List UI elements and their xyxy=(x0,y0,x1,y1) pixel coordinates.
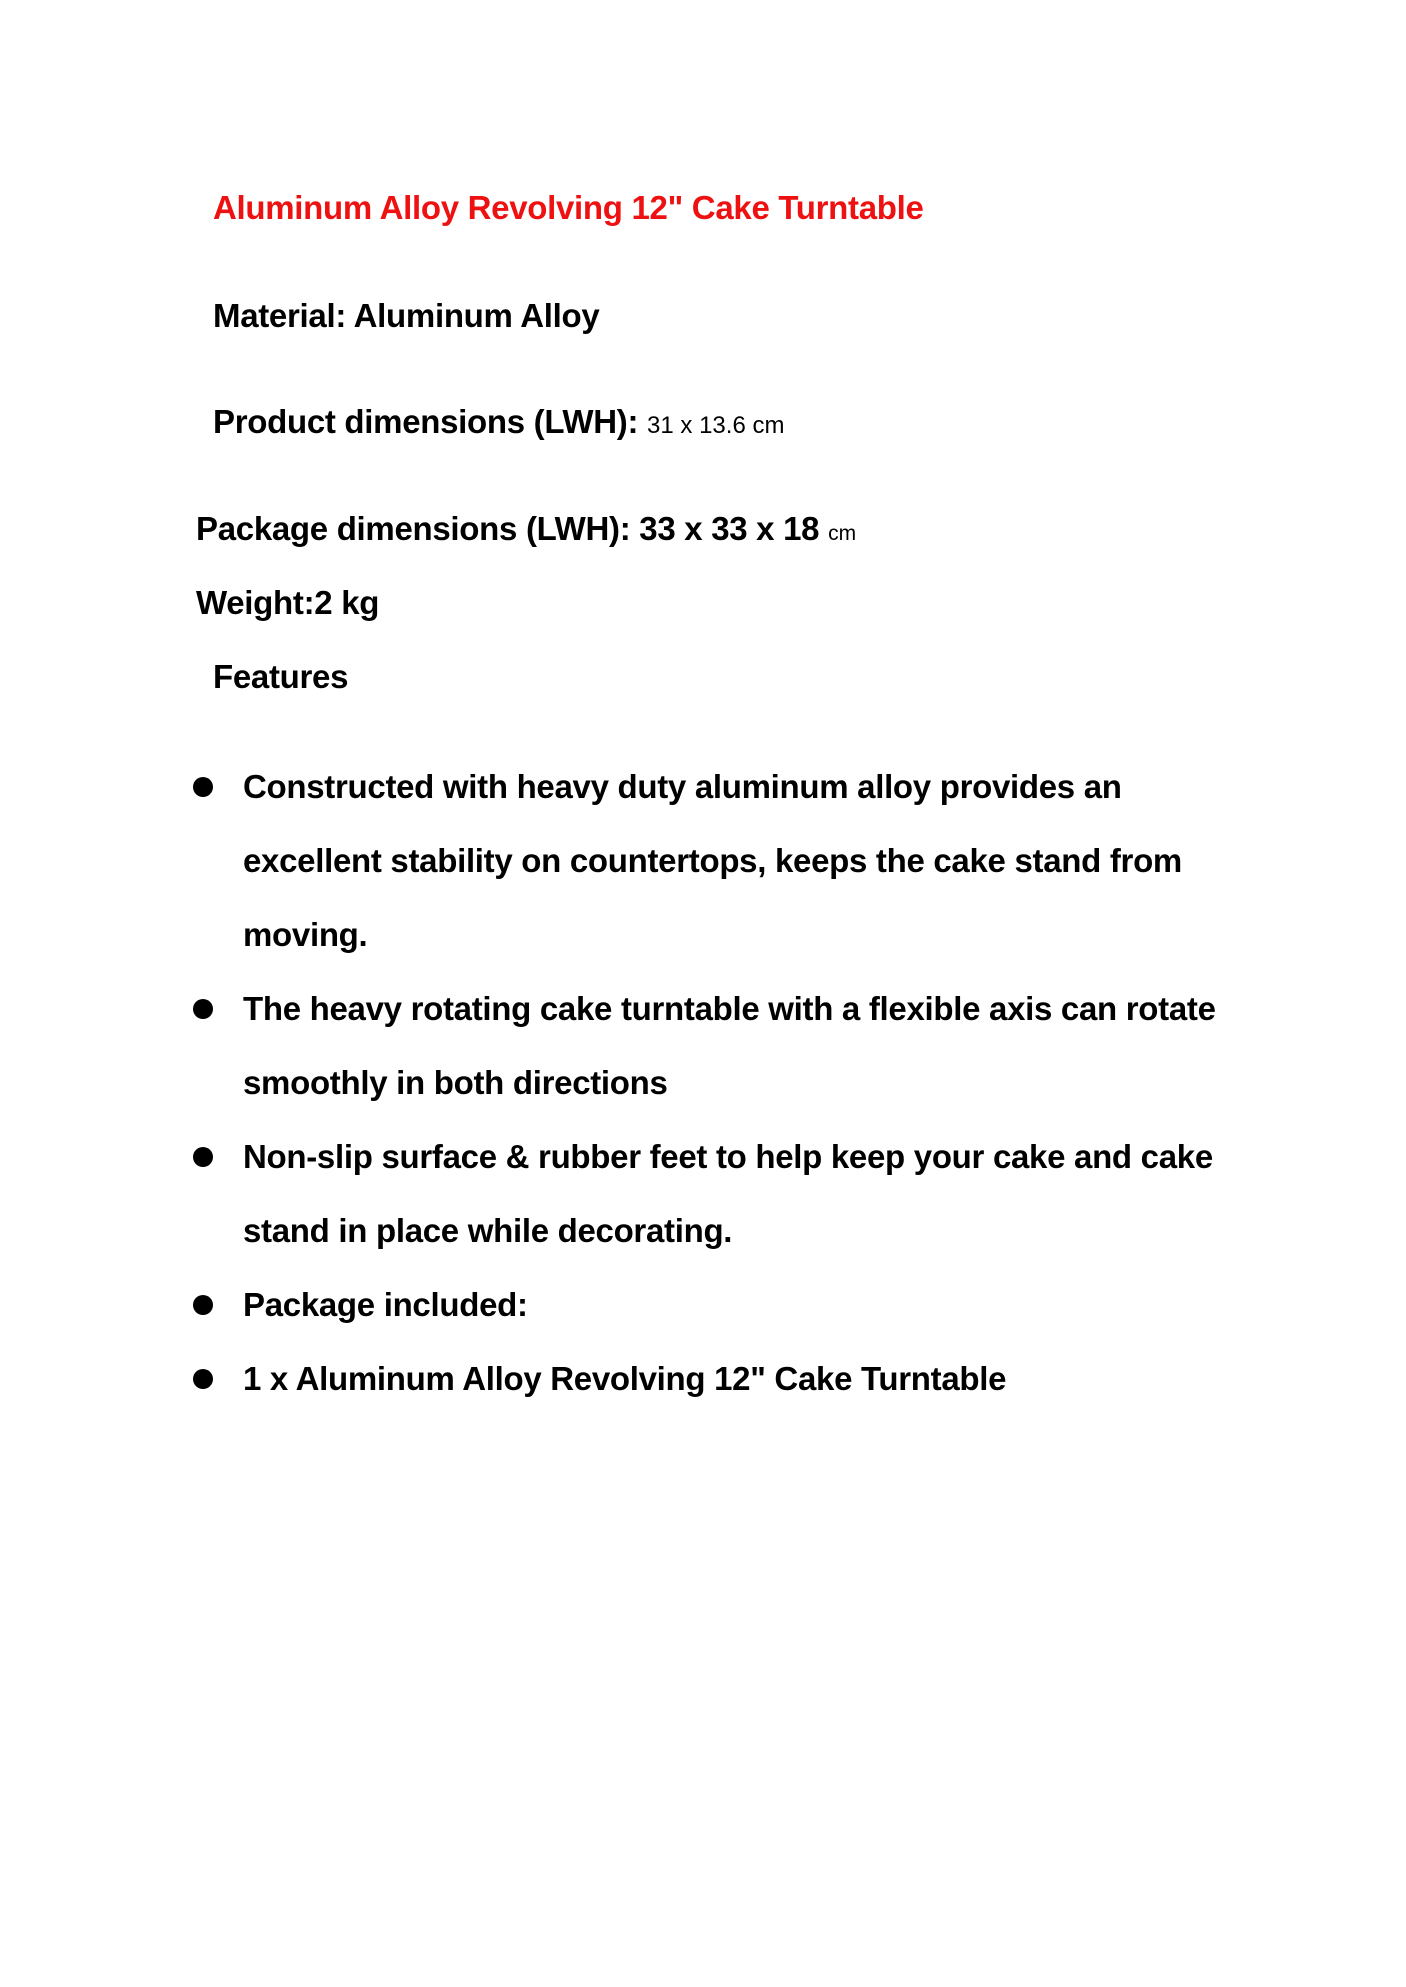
package-dimensions-line xyxy=(196,509,856,554)
product-dimensions-label: Product dimensions (LWH): xyxy=(213,403,639,440)
feature-item xyxy=(243,767,1253,972)
product-dimensions-line xyxy=(213,402,784,446)
bullet-icon xyxy=(193,1147,213,1167)
material-line: Material: Aluminum Alloy xyxy=(213,297,600,334)
bullet-icon xyxy=(193,777,213,797)
bullet-icon xyxy=(193,1295,213,1315)
feature-item xyxy=(243,1359,1253,1416)
package-dimensions-unit: cm xyxy=(828,522,857,545)
bullet-icon xyxy=(193,1369,213,1389)
features-heading: Features xyxy=(213,658,349,695)
product-dimensions-value: 31 x 13.6 cm xyxy=(647,412,785,439)
product-title: Aluminum Alloy Revolving 12" Cake Turntable xyxy=(213,189,924,226)
feature-text: Constructed with heavy duty aluminum alloy provides an excellent stability on countertops, keeps the cake stand from moving. xyxy=(243,768,1182,953)
feature-text: Package included: xyxy=(243,1286,528,1323)
weight-line: Weight:2 kg xyxy=(196,584,380,621)
bullet-icon xyxy=(193,999,213,1019)
package-dimensions-label: Package dimensions (LWH): 33 x 33 x 18 xyxy=(196,510,820,547)
feature-item xyxy=(243,989,1253,1120)
feature-text: 1 x Aluminum Alloy Revolving 12" Cake Turntable xyxy=(243,1360,1007,1397)
feature-text: Non-slip surface & rubber feet to help keep your cake and cake stand in place while decorating. xyxy=(243,1138,1213,1249)
feature-item xyxy=(243,1137,1253,1268)
feature-item xyxy=(243,1285,1253,1342)
feature-text: The heavy rotating cake turntable with a flexible axis can rotate smoothly in both directions xyxy=(243,990,1216,1101)
